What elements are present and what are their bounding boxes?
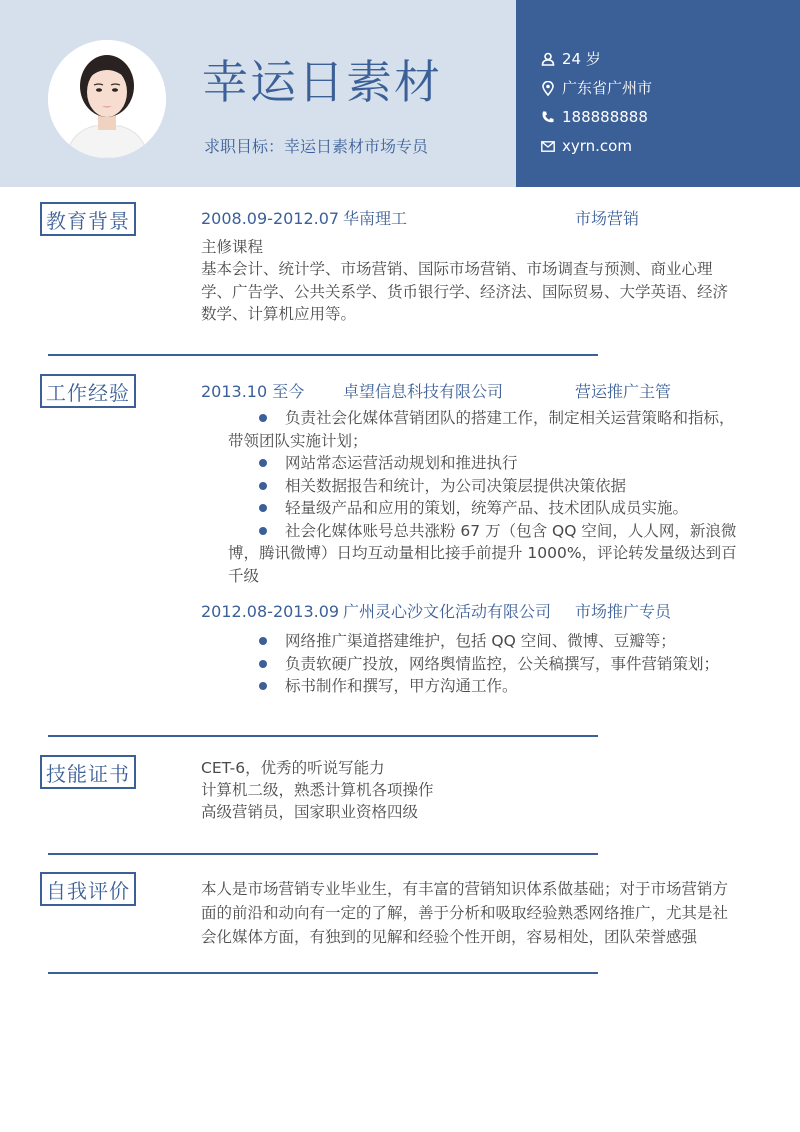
job-duties — [228, 630, 740, 698]
contact-email — [540, 136, 632, 156]
skill-line: CET-6，优秀的听说写能力 — [201, 759, 385, 777]
list-item: 网络推广渠道搭建维护，包括 QQ 空间、微博、豆瓣等； — [228, 630, 740, 653]
contact-phone — [540, 107, 648, 127]
divider — [48, 735, 598, 737]
mail-icon — [540, 138, 556, 154]
divider — [48, 853, 598, 855]
skill-line: 高级营销员，国家职业资格四级 — [201, 803, 419, 821]
contact-age — [540, 49, 601, 69]
age-text: 24 岁 — [562, 50, 601, 68]
contact-location — [540, 78, 652, 98]
section-title-skills: 技能证书 — [40, 755, 136, 789]
job-duties — [228, 407, 740, 587]
list-item: 轻量级产品和应用的策划，统筹产品、技术团队成员实施。 — [228, 497, 740, 520]
phone-icon — [540, 109, 556, 125]
self-evaluation-text: 本人是市场营销专业毕业生，有丰富的营销知识体系做基础；对于市场营销方面的前沿和动向有一定的了解，善于分析和吸取经验熟悉网络推广，尤其是社会化媒体方面，有独到的见解和经验个性开朗，容易相处，团队荣誉感强 — [201, 880, 729, 946]
education-school: 华南理工 — [343, 209, 408, 228]
job-company: 广州灵心沙文化活动有限公司 — [343, 602, 552, 621]
divider — [48, 972, 598, 974]
list-item: 负责社会化媒体营销团队的搭建工作，制定相关运营策略和指标，带领团队实施计划； — [228, 407, 740, 452]
course-list: 基本会计、统计学、市场营销、国际市场营销、市场调查与预测、商业心理学、广告学、公共关系学、货币银行学、经济法、国际贸易、大学英语、经济数学、计算机应用等。 — [201, 260, 729, 323]
avatar — [48, 40, 166, 158]
location-pin-icon — [540, 80, 556, 96]
phone-text: 188888888 — [562, 108, 648, 126]
list-item: 社会化媒体账号总共涨粉 67 万（包含 QQ 空间，人人网，新浪微博，腾讯微博）日均互动量相比接手前提升 1000%，评论转发量级达到百千级 — [228, 520, 740, 588]
job-date: 2013.10 至今 — [201, 382, 305, 401]
divider — [48, 354, 598, 356]
education-major: 市场营销 — [575, 209, 640, 228]
candidate-name: 幸运日素材 — [202, 55, 442, 109]
list-item: 负责软硬广投放，网络舆情监控，公关稿撰写，事件营销策划； — [228, 653, 740, 676]
skill-line: 计算机二级，熟悉计算机各项操作 — [201, 781, 434, 799]
section-title-education: 教育背景 — [40, 202, 136, 236]
user-icon — [540, 51, 556, 67]
job-date: 2012.08-2013.09 — [201, 602, 340, 621]
list-item: 网站常态运营活动规划和推进执行 — [228, 452, 740, 475]
job-position: 营运推广主管 — [575, 382, 672, 401]
location-text: 广东省广州市 — [562, 79, 653, 97]
section-title-self: 自我评价 — [40, 872, 136, 906]
course-label: 主修课程 — [201, 238, 264, 256]
list-item: 标书制作和撰写，甲方沟通工作。 — [228, 675, 740, 698]
email-text: xyrn.com — [562, 137, 632, 155]
job-company: 卓望信息科技有限公司 — [343, 382, 504, 401]
job-objective: 求职目标：幸运日素材市场专员 — [204, 137, 429, 156]
education-date: 2008.09-2012.07 — [201, 209, 340, 228]
list-item: 相关数据报告和统计，为公司决策层提供决策依据 — [228, 475, 740, 498]
section-title-work: 工作经验 — [40, 374, 136, 408]
job-position: 市场推广专员 — [575, 602, 672, 621]
